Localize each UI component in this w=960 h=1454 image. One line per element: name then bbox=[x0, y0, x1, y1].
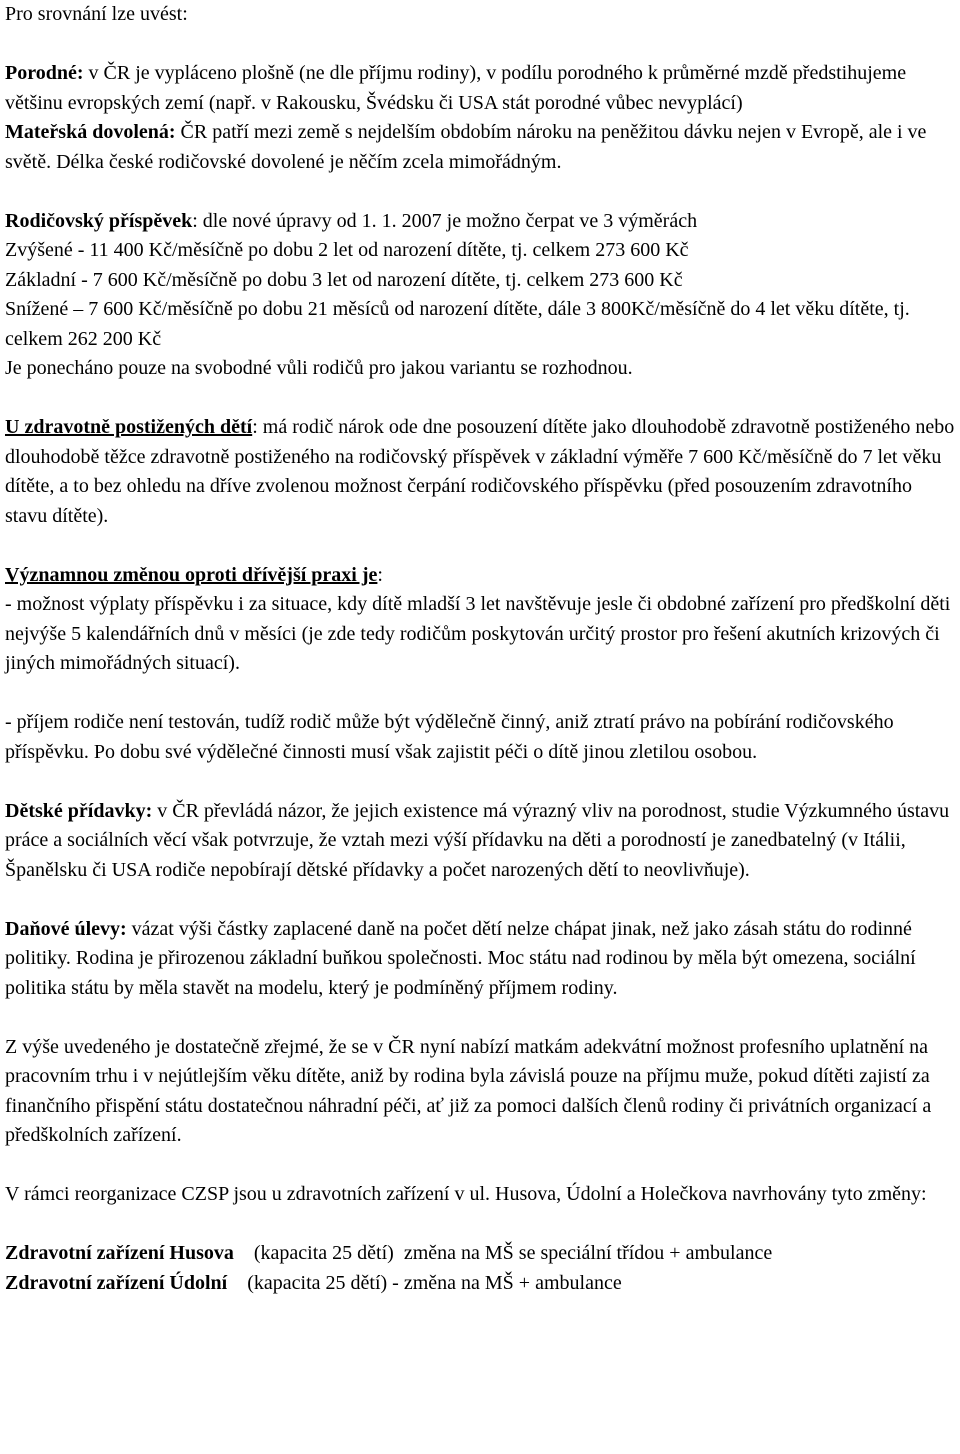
pridavky-paragraph bbox=[5, 797, 955, 886]
udolni-text: (kapacita 25 dětí) - změna na MŠ + ambulance bbox=[227, 1271, 622, 1294]
ulevy-label: Daňové úlevy: bbox=[5, 917, 127, 940]
rodicovsky-volba: Je ponecháno pouze na svobodné vůli rodičů pro jakou variantu se rozhodnou. bbox=[5, 357, 633, 379]
udolni-paragraph bbox=[5, 1269, 955, 1299]
husova-label: Zdravotní zařízení Husova bbox=[5, 1242, 234, 1264]
zmena-label: Významnou změnou oproti dřívější praxi je bbox=[5, 563, 378, 586]
czsp-paragraph: V rámci reorganizace CZSP jsou u zdravotních zařízení v ul. Husova, Údolní a Holečkova navrhovány tyto změny: bbox=[5, 1183, 927, 1205]
porodne-text: v ČR je vypláceno plošně (ne dle příjmu rodiny), v podílu porodného k průměrné mzdě předstihujeme většinu evropských zemí (např. v Rakousku, Švédsku či USA stát porodné vůbec nevyplácí) bbox=[5, 62, 907, 114]
zdravotne-text: : má rodič nárok ode dne posouzení dítěte jako dlouhodobě zdravotně postiženého nebo dlouhodobě těžce zdravotně postiženého na rodičovský příspěvek v základní výměře 7 600 Kč/měsíčně do 7 let věku dítěte, a to bez ohledu na dříve zvolenou možnost čerpání rodičovského příspěvku (před posouzením zdravotního stavu dítěte). bbox=[5, 416, 955, 527]
porodne-paragraph bbox=[5, 59, 955, 118]
materska-label: Mateřská dovolená: bbox=[5, 121, 176, 143]
pridavky-text: v ČR převládá názor, že jejich existence má výrazný vliv na porodnost, studie Výzkumného ústavu práce a sociálních věcí však potvrzuje, že vztah mezi výší přídavku na děti a porodností je zanedbatelný (v Itálii, Španělsku či USA rodiče nepobírají dětské přídavky a počet narozených dětí to neovlivňuje). bbox=[5, 799, 950, 881]
rodicovsky-zakladni: Základní - 7 600 Kč/měsíčně po dobu 3 let od narození dítěte, tj. celkem 273 600 Kč bbox=[5, 268, 683, 291]
zdravotne-paragraph bbox=[5, 413, 955, 531]
materska-text: ČR patří mezi země s nejdelším obdobím nároku na peněžitou dávku nejen v Evropě, ale i ve světě. Délka české rodičovské dovolené je něčím zcela mimořádným. bbox=[5, 121, 927, 173]
rodicovsky-snizene: Snížené – 7 600 Kč/měsíčně po dobu 21 měsíců od narození dítěte, dále 3 800Kč/měsíčně do 4 let věku dítěte, tj. celkem 262 200 Kč bbox=[5, 298, 910, 350]
zmena-colon: : bbox=[377, 563, 383, 586]
materska-paragraph bbox=[5, 118, 955, 177]
rodicovsky-text: : dle nové úpravy od 1. 1. 2007 je možno čerpat ve 3 výměrách bbox=[192, 209, 698, 232]
zdravotne-label: U zdravotně postižených dětí bbox=[5, 416, 253, 438]
pridavky-label: Dětské přídavky: bbox=[5, 799, 153, 822]
udolni-label: Zdravotní zařízení Údolní bbox=[5, 1271, 228, 1294]
zmena-item-1: - možnost výplaty příspěvku i za situace, kdy dítě mladší 3 let navštěvuje jesle či obdobné zařízení pro předškolní děti nejvýše 5 kalendářních dnů v měsíci (je zde tedy rodičům poskytován určitý prostor pro řešení akutních krizových či jiných mimořádných situací). bbox=[5, 593, 951, 674]
porodne-label: Porodné: bbox=[5, 62, 84, 84]
rodicovsky-zvysene: Zvýšené - 11 400 Kč/měsíčně po dobu 2 let od narození dítěte, tj. celkem 273 600 Kč bbox=[5, 239, 689, 261]
zmena-item-2: - příjem rodiče není testován, tudíž rodič může být výdělečně činný, aniž ztratí právo na pobírání rodičovského příspěvku. Po dobu své výdělečné činnosti musí však zajistit péči o dítě jinou zletilou osobou. bbox=[5, 711, 894, 763]
husova-paragraph bbox=[5, 1239, 955, 1269]
ulevy-text: vázat výši částky zaplacené daně na počet dětí nelze chápat jinak, než jako zásah státu do rodinné politiky. Rodina je přirozenou základní buňkou společnosti. Moc státu nad rodinou by měla být omezena, sociální politika státu by měla stavět na modelu, který je podmíněný příjmem rodiny. bbox=[5, 917, 916, 999]
ulevy-paragraph bbox=[5, 915, 955, 1004]
intro-line: Pro srovnání lze uvést: bbox=[5, 3, 188, 25]
rodicovsky-label: Rodičovský příspěvek bbox=[5, 209, 193, 232]
zavery-paragraph: Z výše uvedeného je dostatečně zřejmé, že se v ČR nyní nabízí matkám adekvátní možnost profesního uplatnění na pracovním trhu i v nejútlejším věku dítěte, aniž by rodina byla závislá pouze na příjmu muže, pokud dítěti zajistí za finančního přispění státu dostatečnou náhradní péči, ať již za pomoci dalších členů rodiny či privátních organizací a předškolních zařízení. bbox=[5, 1035, 932, 1146]
zmena-heading bbox=[5, 561, 955, 591]
husova-text: (kapacita 25 dětí) změna na MŠ se speciální třídou + ambulance bbox=[233, 1242, 773, 1264]
rodicovsky-paragraph bbox=[5, 207, 955, 237]
